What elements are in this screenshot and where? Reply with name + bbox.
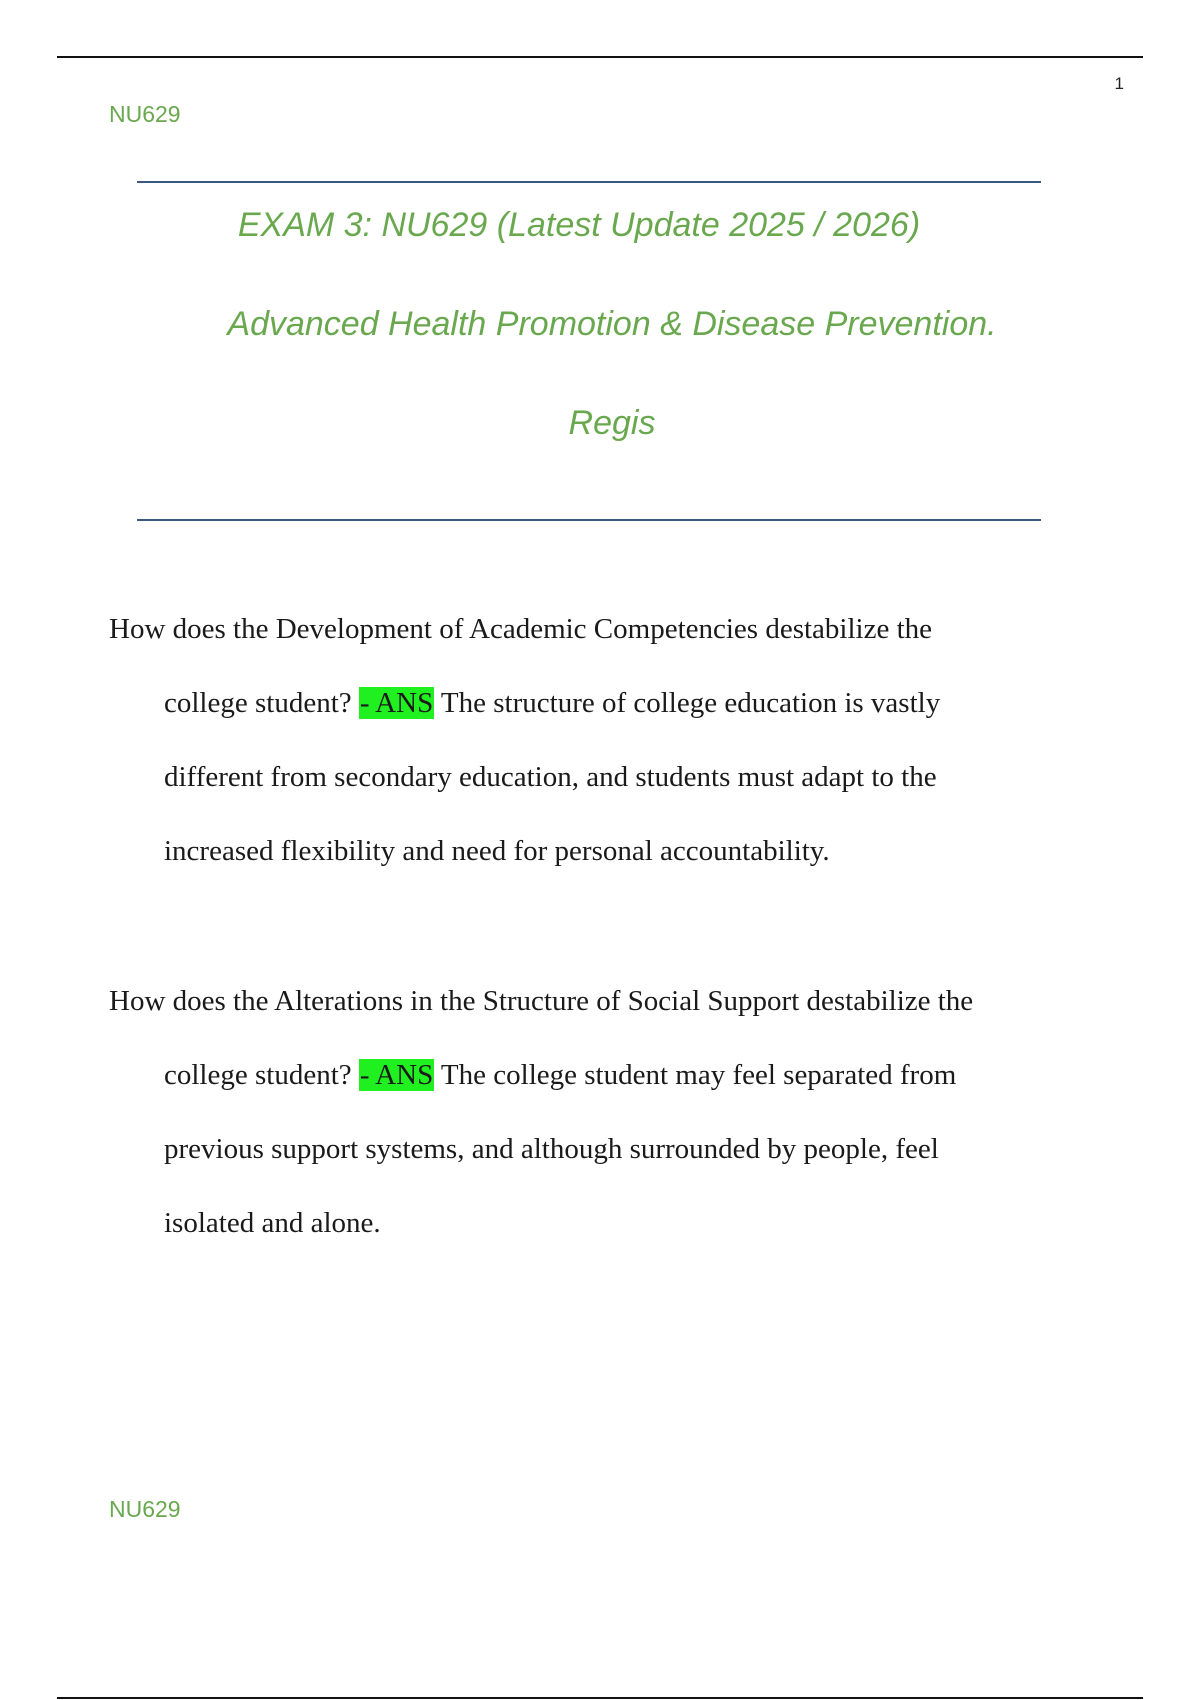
answer-line bbox=[109, 1038, 1099, 1112]
page-number: 1 bbox=[1114, 74, 1124, 93]
answer-text-line: isolated and alone. bbox=[164, 1207, 381, 1239]
answer-text-line: previous support systems, and although surrounded by people, feel bbox=[164, 1133, 939, 1165]
answer-text-line: different from secondary education, and students must adapt to the bbox=[164, 761, 937, 793]
question-text-continued: college student? bbox=[164, 687, 359, 719]
answer-highlight-tag: - ANS bbox=[359, 1059, 434, 1091]
question-text: How does the Alterations in the Structure of Social Support destabilize the bbox=[109, 985, 974, 1017]
course-header: NU629 bbox=[109, 101, 181, 127]
question-block bbox=[109, 964, 1099, 1260]
answer-line bbox=[109, 666, 1099, 740]
answer-highlight-tag: - ANS bbox=[359, 687, 434, 719]
document-title: EXAM 3: NU629 (Latest Update 2025 / 2026) bbox=[237, 206, 921, 244]
answer-text-line: increased flexibility and need for personal accountability. bbox=[164, 835, 830, 867]
document-institution: Regis bbox=[568, 404, 656, 442]
question-text-continued: college student? bbox=[164, 1059, 359, 1091]
title-divider-bottom bbox=[137, 519, 1041, 521]
page-bottom-rule bbox=[57, 1697, 1143, 1699]
answer-text: The structure of college education is vastly bbox=[434, 687, 941, 719]
question-block bbox=[109, 592, 1099, 888]
document-subtitle: Advanced Health Promotion & Disease Prevention. bbox=[227, 305, 997, 343]
question-text: How does the Development of Academic Competencies destabilize the bbox=[109, 613, 933, 645]
page-top-rule bbox=[57, 56, 1143, 58]
title-divider-top bbox=[137, 181, 1041, 183]
answer-text: The college student may feel separated from bbox=[434, 1059, 957, 1091]
course-footer: NU629 bbox=[109, 1496, 181, 1522]
